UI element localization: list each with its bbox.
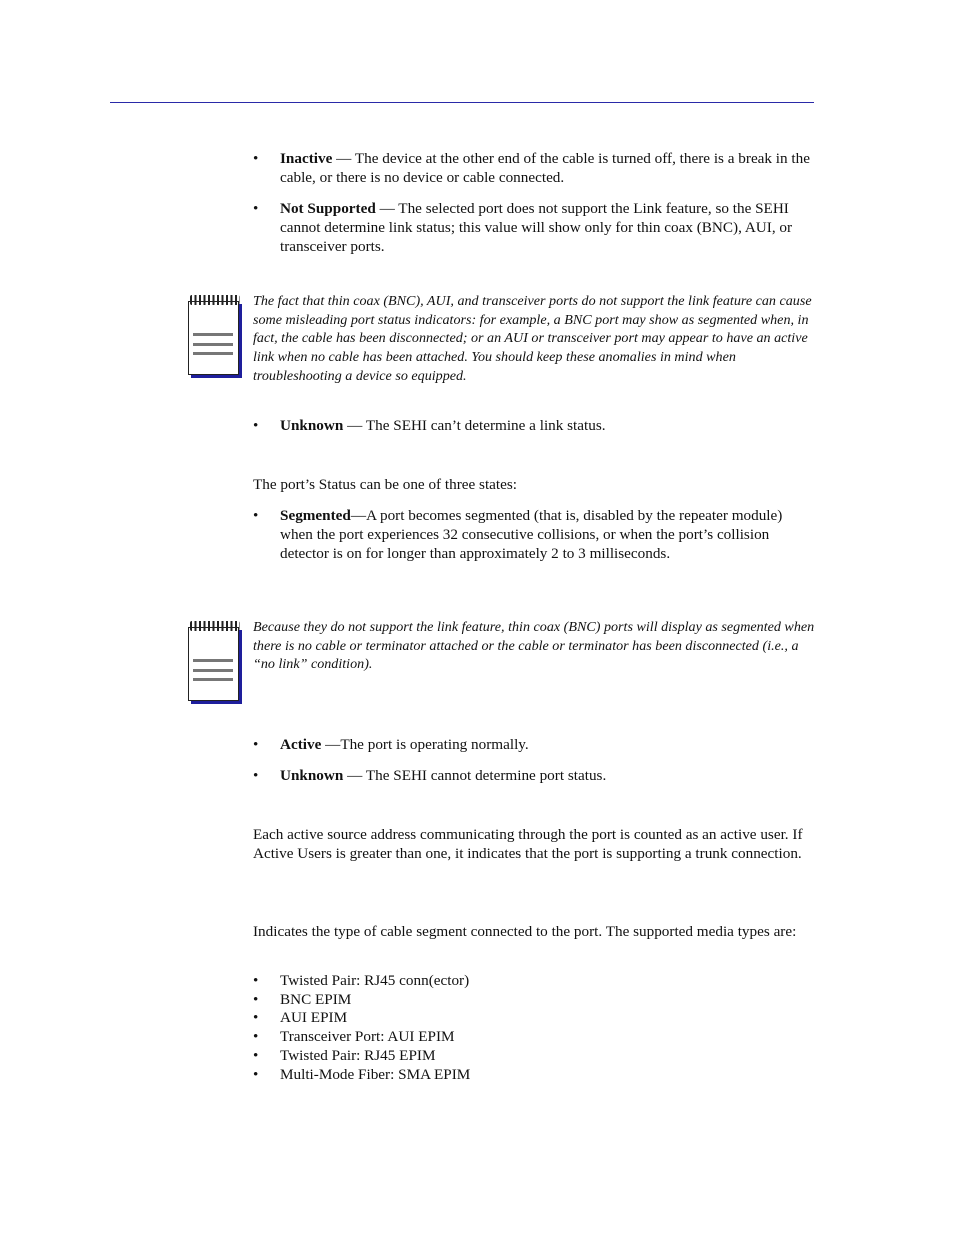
list-item [253, 149, 815, 187]
bullet: • [253, 972, 259, 989]
bullet: • [253, 417, 259, 434]
list-item [253, 972, 815, 991]
term-inactive: Inactive [280, 150, 333, 167]
list-item [253, 735, 815, 754]
link-state-unknown [253, 416, 815, 435]
note-icon [188, 621, 244, 703]
bullet: • [253, 1046, 259, 1064]
definition: — The SEHI can’t determine a link status. [343, 417, 606, 434]
term-segmented: Segmented [280, 507, 351, 524]
media-type: Transceiver Port: AUI EPIM [280, 1028, 455, 1046]
media-type-paragraph [253, 922, 815, 941]
definition: — The device at the other end of the cable is turned off, there is a break in the cable, or there is no device or cable connected. [280, 150, 810, 186]
bullet: • [253, 507, 259, 524]
definition: — The SEHI cannot determine port status. [343, 767, 607, 784]
bullet: • [253, 200, 259, 217]
media-intro-text: Indicates the type of cable segment connected to the port. The supported media types are: [253, 923, 797, 940]
bullet: • [253, 1065, 259, 1083]
media-type-list [253, 972, 815, 1084]
list-item [253, 1066, 815, 1085]
list-item [253, 1047, 815, 1066]
list-item [253, 416, 815, 435]
term-unknown: Unknown [280, 417, 344, 434]
term-not-supported: Not Supported [280, 200, 376, 217]
definition: —The port is operating normally. [321, 736, 529, 753]
list-item [253, 506, 815, 563]
definition: — The selected port does not support the Link feature, so the SEHI cannot determine link status; this value will show only for thin coax (BNC), AUI, or transceiver ports. [280, 200, 793, 255]
media-type: Twisted Pair: RJ45 conn(ector) [280, 972, 470, 989]
list-item [253, 1028, 815, 1047]
note-text: Because they do not support the link feature, thin coax (BNC) ports will display as segmented when there is no cable or terminator attached or the cable or terminator has been disconnected (i.e., a “no link” condition). [253, 619, 815, 673]
bullet: • [253, 736, 259, 753]
status-intro [253, 475, 815, 494]
header-rule [110, 102, 814, 103]
list-item [253, 766, 815, 785]
list-item [253, 199, 815, 256]
list-item [253, 1009, 815, 1028]
media-type: AUI EPIM [280, 1009, 348, 1027]
status-intro-text: The port’s Status can be one of three states: [253, 476, 518, 493]
media-type: Multi-Mode Fiber: SMA EPIM [280, 1065, 471, 1083]
term-unknown: Unknown [280, 767, 344, 784]
bullet: • [253, 767, 259, 784]
active-users-paragraph [253, 825, 815, 863]
bullet: • [253, 990, 259, 1008]
term-active: Active [280, 736, 322, 753]
media-type: BNC EPIM [280, 990, 352, 1008]
note-icon [188, 295, 244, 377]
status-segmented [253, 506, 815, 563]
note-text: The fact that thin coax (BNC), AUI, and transceiver ports do not support the link feature can cause some misleading port status indicators: for example, a BNC port may show as segmented when, in fact, the cable has been disconnected; or an AUI or transceiver port may appear to have an active link when no cable has been attached. You should keep these anomalies in mind when troubleshooting a device so equipped. [253, 293, 812, 384]
bullet: • [253, 1009, 259, 1027]
list-item [253, 991, 815, 1010]
status-state-list [253, 735, 815, 785]
bullet: • [253, 1028, 259, 1046]
link-state-list [253, 149, 815, 256]
media-type: Twisted Pair: RJ45 EPIM [280, 1046, 436, 1064]
bullet: • [253, 150, 259, 167]
active-users-text: Each active source address communicating through the port is counted as an active user. If Active Users is greater than one, it indicates that the port is supporting a trunk connection. [253, 826, 803, 862]
definition: —A port becomes segmented (that is, disabled by the repeater module) when the port experiences 32 consecutive collisions, or when the port’s collision detector is on for longer than approximately 2 to 3 milliseconds. [280, 507, 783, 562]
